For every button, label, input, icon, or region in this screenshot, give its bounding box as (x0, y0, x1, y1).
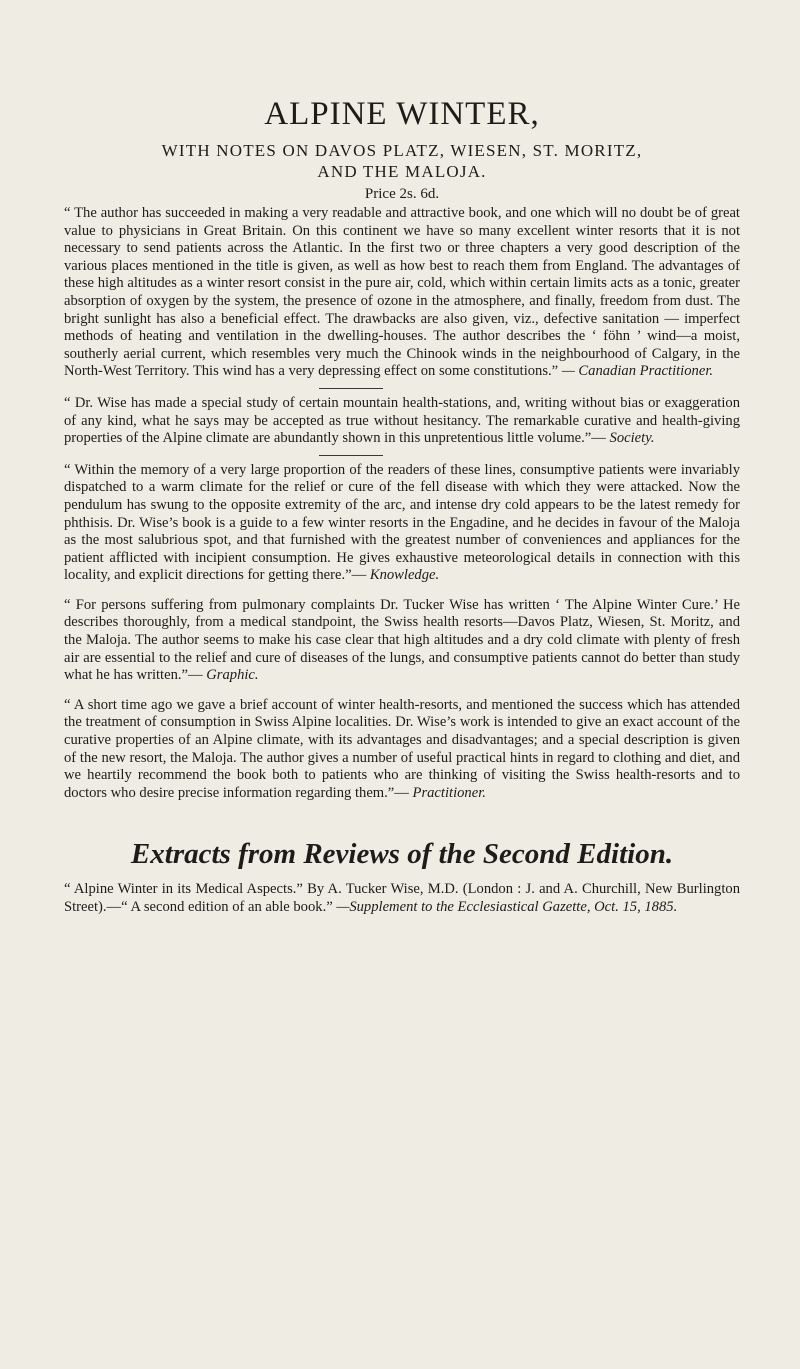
extract-source: —Supplement to the Ecclesiastical Gazette, Oct. 15, 1885. (336, 899, 678, 915)
review-body: “ A short time ago we gave a brief account of winter health-resorts, and mentioned the success which has attended the treatment of consumption in Swiss Alpine localities. Dr. Wise’s work is intended to give an exact account of the curative properties of an Alpine climate, with its advantages and disadvantages; and a special description is given of the new resort, the Maloja. The author gives a number of useful practical hints in regard to clothing and diet, and we heartily recommend the book both to patients who are thinking of visiting the Swiss health-resorts and to doctors who desire precise information regarding them.”— (64, 696, 740, 801)
review-body: “ For persons suffering from pulmonary complaints Dr. Tucker Wise has written ‘ The Alpine Winter Cure.’ He describes thoroughly, from a medical standpoint, the Swiss health resorts—Davos Platz, Wiesen, St. Moritz, and the Maloja. The author seems to make his case clear that high altitudes and a dry cold climate with plenty of fresh air are essential to the relief and cure of diseases of the lungs, and consumptive patients cannot do better than study what he has written.”— (64, 596, 740, 684)
review-body: “ Dr. Wise has made a special study of certain mountain health-stations, and, writing without bias or exaggeration of any kind, what he says may be accepted as true without hesitancy. The remarkable curative and health-giving properties of the Alpine climate are abundantly shown in this unpretentious little volume.”— (64, 394, 740, 447)
paragraph-gap (64, 685, 740, 697)
extract-entry (64, 881, 740, 916)
review-source: Knowledge. (369, 567, 440, 584)
price-line: Price 2s. 6d. (364, 186, 440, 202)
review-source: Graphic. (206, 667, 259, 684)
review-society (64, 395, 740, 448)
review-practitioner (64, 697, 740, 803)
review-canadian-practitioner (64, 205, 740, 381)
review-body: “ The author has succeeded in making a very readable and attractive book, and one which will no doubt be of great value to physicians in Great Britain. On this continent we have so many excellent winter resorts that it is not necessary to send patients across the Atlantic. In the first two or three chapters a very good description of the various places mentioned in the title is given, as well as how best to reach them from England. The advantages of these high altitudes as a winter resort consist in the pure air, cold, which within certain limits acts as a tonic, greater absorption of oxygen by the system, the presence of ozone in the atmosphere, and finally, freedom from dust. The bright sunlight has also a beneficial effect. The drawbacks are also given, viz., defective sanitation — imperfect methods of heating and ventilation in the dwelling-houses. The author describes the ‘ föhn ’ wind—a moist, southerly aerial current, which resembles very much the Chinook winds in the neighbourhood of Calgary, in the North-West Territory. This wind has a very depressing effect on some constitutions.” (64, 205, 740, 380)
separator-rule (319, 455, 383, 456)
book-title: ALPINE WINTER, (264, 96, 540, 132)
review-source: — Canadian Practitioner. (561, 363, 714, 380)
extracts-heading: Extracts from Reviews of the Second Edition. (130, 838, 674, 871)
review-source: Practitioner. (412, 784, 486, 801)
subtitle-line-2: AND THE MALOJA. (317, 162, 487, 181)
paragraph-gap (64, 585, 740, 597)
subtitle-line-1: WITH NOTES ON DAVOS PLATZ, WIESEN, ST. MORITZ, (161, 141, 643, 160)
review-knowledge (64, 462, 740, 585)
review-body: “ Within the memory of a very large proportion of the readers of these lines, consumptive patients were invariably dispatched to a warm climate for the relief or cure of the fell disease with which they were attacked. Now the pendulum has swung to the opposite extremity of the arc, and intense dry cold appears to be the latest remedy for phthisis. Dr. Wise’s book is a guide to a few winter resorts in the Engadine, and he decides in favour of the Maloja as the most salubrious spot, and that furnished with the greatest number of conveniences and appliances for the patient afflicted with incipient consumption. He gives exhaustive meteorological details in connection with this locality, and explicit directions for getting there.”— (64, 461, 740, 584)
review-graphic (64, 597, 740, 685)
separator-rule (319, 388, 383, 389)
extract-body: “ Alpine Winter in its Medical Aspects.” By A. Tucker Wise, M.D. (London : J. and A. Churchill, New Burlington Street).—“ A second edition of an able book.” (64, 881, 740, 915)
review-source: Society. (609, 430, 655, 447)
